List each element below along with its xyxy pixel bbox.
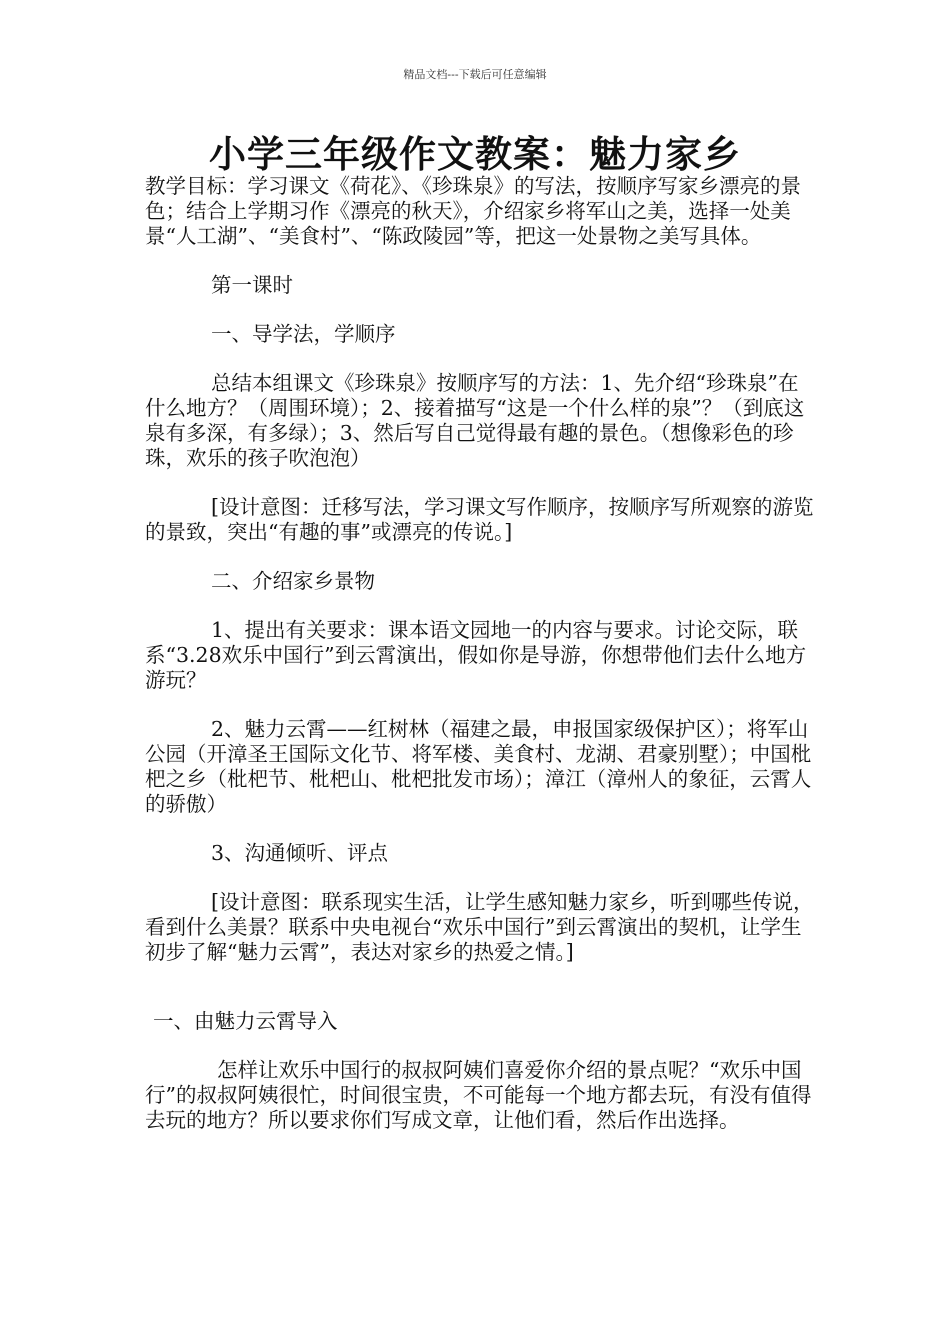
- part2-heading: 二、介绍家乡景物: [211, 569, 375, 593]
- design-intent-1: [设计意图：迁移写法，学习课文写作顺序，按顺序写所观察的游览的景致，突出“有趣的事”或漂亮的传说。]: [145, 495, 814, 544]
- section-body-paragraph: 怎样让欢乐中国行的叔叔阿姨们喜爱你介绍的景点呢？“欢乐中国行”的叔叔阿姨很忙，时间很宝贵，不可能每一个地方都去玩，有没有值得去玩的地方？所以要求你们写成文章，让他们看，然后作出选择。: [145, 1058, 812, 1132]
- teaching-goal-paragraph: 教学目标：学习课文《荷花》、《珍珠泉》的写法，按顺序写家乡漂亮的景色；结合上学期习作《漂亮的秋天》，介绍家乡将军山之美，选择一处美景“人工湖”、“美食村”、“陈政陵园”等，把这一处景物之美写具体。: [145, 174, 801, 248]
- header-note: 精品文档---下载后可任意编辑: [403, 68, 547, 81]
- lesson-heading: 第一课时: [211, 273, 293, 297]
- part1-heading: 一、导学法，学顺序: [211, 322, 396, 346]
- part1-body-paragraph: 总结本组课文《珍珠泉》按顺序写的方法：1、先介绍“珍珠泉”在什么地方？（周围环境）；2、接着描写“这是一个什么样的泉”？（到底这泉有多深，有多绿）；3、然后写自己觉得最有趣的景色。（想像彩色的珍珠，欢乐的孩子吹泡泡）: [145, 371, 805, 470]
- design-intent-2: [设计意图：联系现实生活，让学生感知魅力家乡，听到哪些传说，看到什么美景？联系中央电视台“欢乐中国行”到云霄演出的契机，让学生初步了解“魅力云霄”，表达对家乡的热爱之情。]: [145, 890, 814, 964]
- part2-item-2: 2、魅力云霄——红树林（福建之最，申报国家级保护区）；将军山公园（开漳圣王国际文化节、将军楼、美食村、龙湖、君豪别墅）；中国枇杷之乡（枇杷节、枇杷山、枇杷批发市场）；漳江（漳州人的象征，云霄人的骄傲）: [145, 717, 812, 816]
- document-body: [145, 174, 815, 1133]
- section-heading: 一、由魅力云霄导入: [153, 1009, 338, 1033]
- document-title: 小学三年级作文教案：魅力家乡: [209, 132, 741, 176]
- part2-item-1: 1、提出有关要求：课本语文园地一的内容与要求。讨论交际，联系“3.28欢乐中国行”到云霄演出，假如你是导游，你想带他们去什么地方游玩？: [145, 618, 807, 692]
- part2-item-3: 3、沟通倾听、评点: [211, 841, 389, 865]
